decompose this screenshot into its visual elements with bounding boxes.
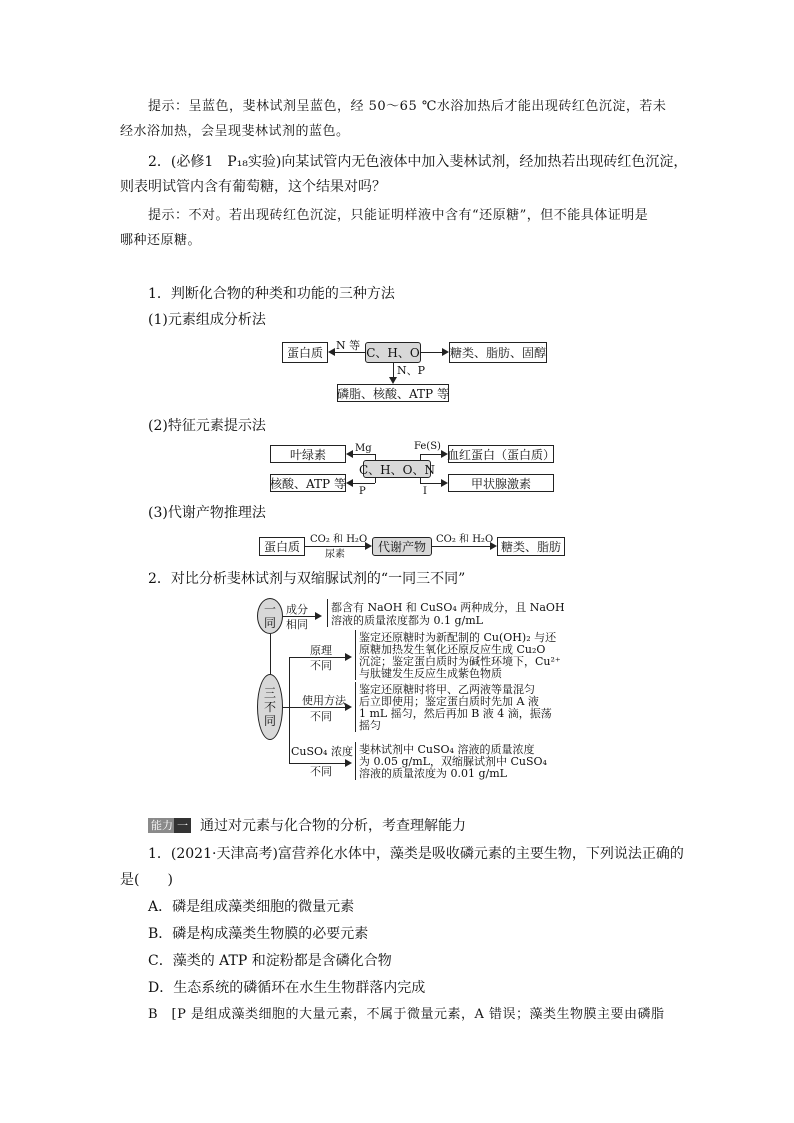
label-fes: Fe(S): [414, 441, 441, 452]
box-thyroxine: 甲状腺激素: [448, 474, 554, 492]
label-mg: Mg: [355, 443, 372, 454]
text-principle-3: 沉淀；鉴定蛋白质时为碱性环境下，Cu²⁺: [359, 655, 561, 668]
box-cho: C、H、O: [365, 342, 421, 363]
label-principle-2: 不同: [310, 659, 332, 672]
box-nucleic: 磷脂、核酸、ATP 等: [337, 384, 449, 402]
ability-title: 通过对元素与化合物的分析，考查理解能力: [200, 818, 466, 834]
text-usage-1: 鉴定还原糖时将甲、乙两液等量混匀: [359, 683, 535, 696]
text-concentration-3: 溶液的质量浓度为 0.01 g/mL: [359, 767, 507, 780]
text-principle-1: 鉴定还原糖时为新配制的 Cu(OH)₂ 与还: [359, 631, 557, 644]
answer-line: B [P 是组成藻类细胞的大量元素，不属于微量元素，A 错误；藻类生物膜主要由磷脂: [148, 1007, 665, 1022]
ability-badge: 能力: [148, 818, 176, 833]
q2-line1: 2．(必修1 P₁₈实验)向某试管内无色液体中加入斐林试剂，经加热若出现砖红色沉淀，: [148, 154, 688, 170]
label-principle-1: 原理: [310, 644, 332, 657]
q1-line2: 是( ): [120, 872, 173, 888]
oval-one-same: 一 同: [257, 598, 283, 634]
label-co2-h2o-left: CO₂ 和 H₂O: [310, 534, 368, 545]
text-composition-2: 溶液的质量浓度都为 0.1 g/mL: [331, 614, 483, 627]
text-principle-2: 原糖加热发生氧化还原反应生成 Cu₂O: [359, 643, 546, 656]
label-concentration-2: 不同: [310, 765, 332, 778]
text-usage-3: 1 mL 摇匀，然后再加 B 液 4 滴，振荡: [359, 707, 552, 720]
label-composition-same-1: 成分: [286, 603, 308, 616]
label-usage-1: 使用方法: [302, 694, 346, 707]
label-co2-h2o-right: CO₂ 和 H₂O: [436, 534, 494, 545]
method3-title: (3)代谢产物推理法: [148, 505, 266, 521]
method2-title: (2)特征元素提示法: [148, 418, 266, 434]
text-concentration-2: 为 0.05 g/mL，双缩脲试剂中 CuSO₄: [359, 755, 547, 768]
label-urea: 尿素: [325, 549, 345, 560]
box-sugars: 糖类、脂肪、固醇: [449, 342, 547, 363]
option-a: A．磷是组成藻类细胞的微量元素: [148, 899, 355, 915]
text-usage-2: 后立即使用；鉴定蛋白质时先加 A 液: [359, 695, 539, 708]
label-concentration-1: CuSO₄ 浓度: [291, 745, 353, 758]
label-n: N 等: [336, 339, 361, 352]
box-protein: 蛋白质: [282, 342, 328, 363]
text-composition-1: 都含有 NaOH 和 CuSO₄ 两种成分，且 NaOH: [331, 601, 565, 614]
box-protein-2: 蛋白质: [259, 537, 305, 556]
label-usage-2: 不同: [310, 710, 332, 723]
box-sugars-fat: 糖类、脂肪: [497, 537, 565, 556]
box-chon: C、H、O、N: [363, 460, 431, 478]
hint1-line2: 经水浴加热，会呈现斐林试剂的蓝色。: [120, 124, 350, 139]
ability-badge-number: 一: [174, 818, 191, 833]
label-p: P: [359, 486, 366, 497]
option-c: C．藻类的 ATP 和淀粉都是含磷化合物: [148, 953, 392, 969]
box-metabolite: 代谢产物: [372, 537, 432, 556]
hint2-line2: 哪种还原糖。: [120, 233, 202, 248]
text-usage-4: 摇匀: [359, 719, 381, 732]
text-concentration-1: 斐林试剂中 CuSO₄ 溶液的质量浓度: [359, 743, 535, 756]
box-hemoglobin: 血红蛋白（蛋白质）: [448, 445, 554, 463]
q2-line2: 则表明试管内含有葡萄糖，这个结果对吗？: [120, 179, 386, 195]
option-b: B．磷是构成藻类生物膜的必要元素: [148, 926, 369, 942]
text-principle-4: 与肽键发生反应生成紫色物质: [359, 667, 502, 680]
q1-line1: 1．(2021·天津高考)富营养化水体中，藻类是吸收磷元素的主要生物，下列说法正确的: [148, 846, 684, 862]
hint2-line1: 提示：不对。若出现砖红色沉淀，只能证明样液中含有“还原糖”，但不能具体证明是: [148, 208, 649, 223]
hint1-line1: 提示：呈蓝色，斐林试剂呈蓝色，经 50～65 ℃水浴加热后才能出现砖红色沉淀，若未: [148, 99, 667, 114]
section1-title: 1．判断化合物的种类和功能的三种方法: [148, 286, 395, 302]
label-composition-same-2: 相同: [286, 618, 308, 631]
option-d: D．生态系统的磷循环在水生生物群落内完成: [148, 980, 426, 996]
box-chlorophyll: 叶绿素: [270, 445, 346, 463]
box-nucleic-atp: 核酸、ATP 等: [270, 474, 346, 492]
label-np: N、P: [397, 364, 426, 377]
label-i: I: [423, 486, 427, 497]
oval-three-different: 三 不 同: [257, 674, 283, 740]
method1-title: (1)元素组成分析法: [148, 312, 266, 328]
section2-title: 2．对比分析斐林试剂与双缩脲试剂的“一同三不同”: [148, 571, 466, 587]
